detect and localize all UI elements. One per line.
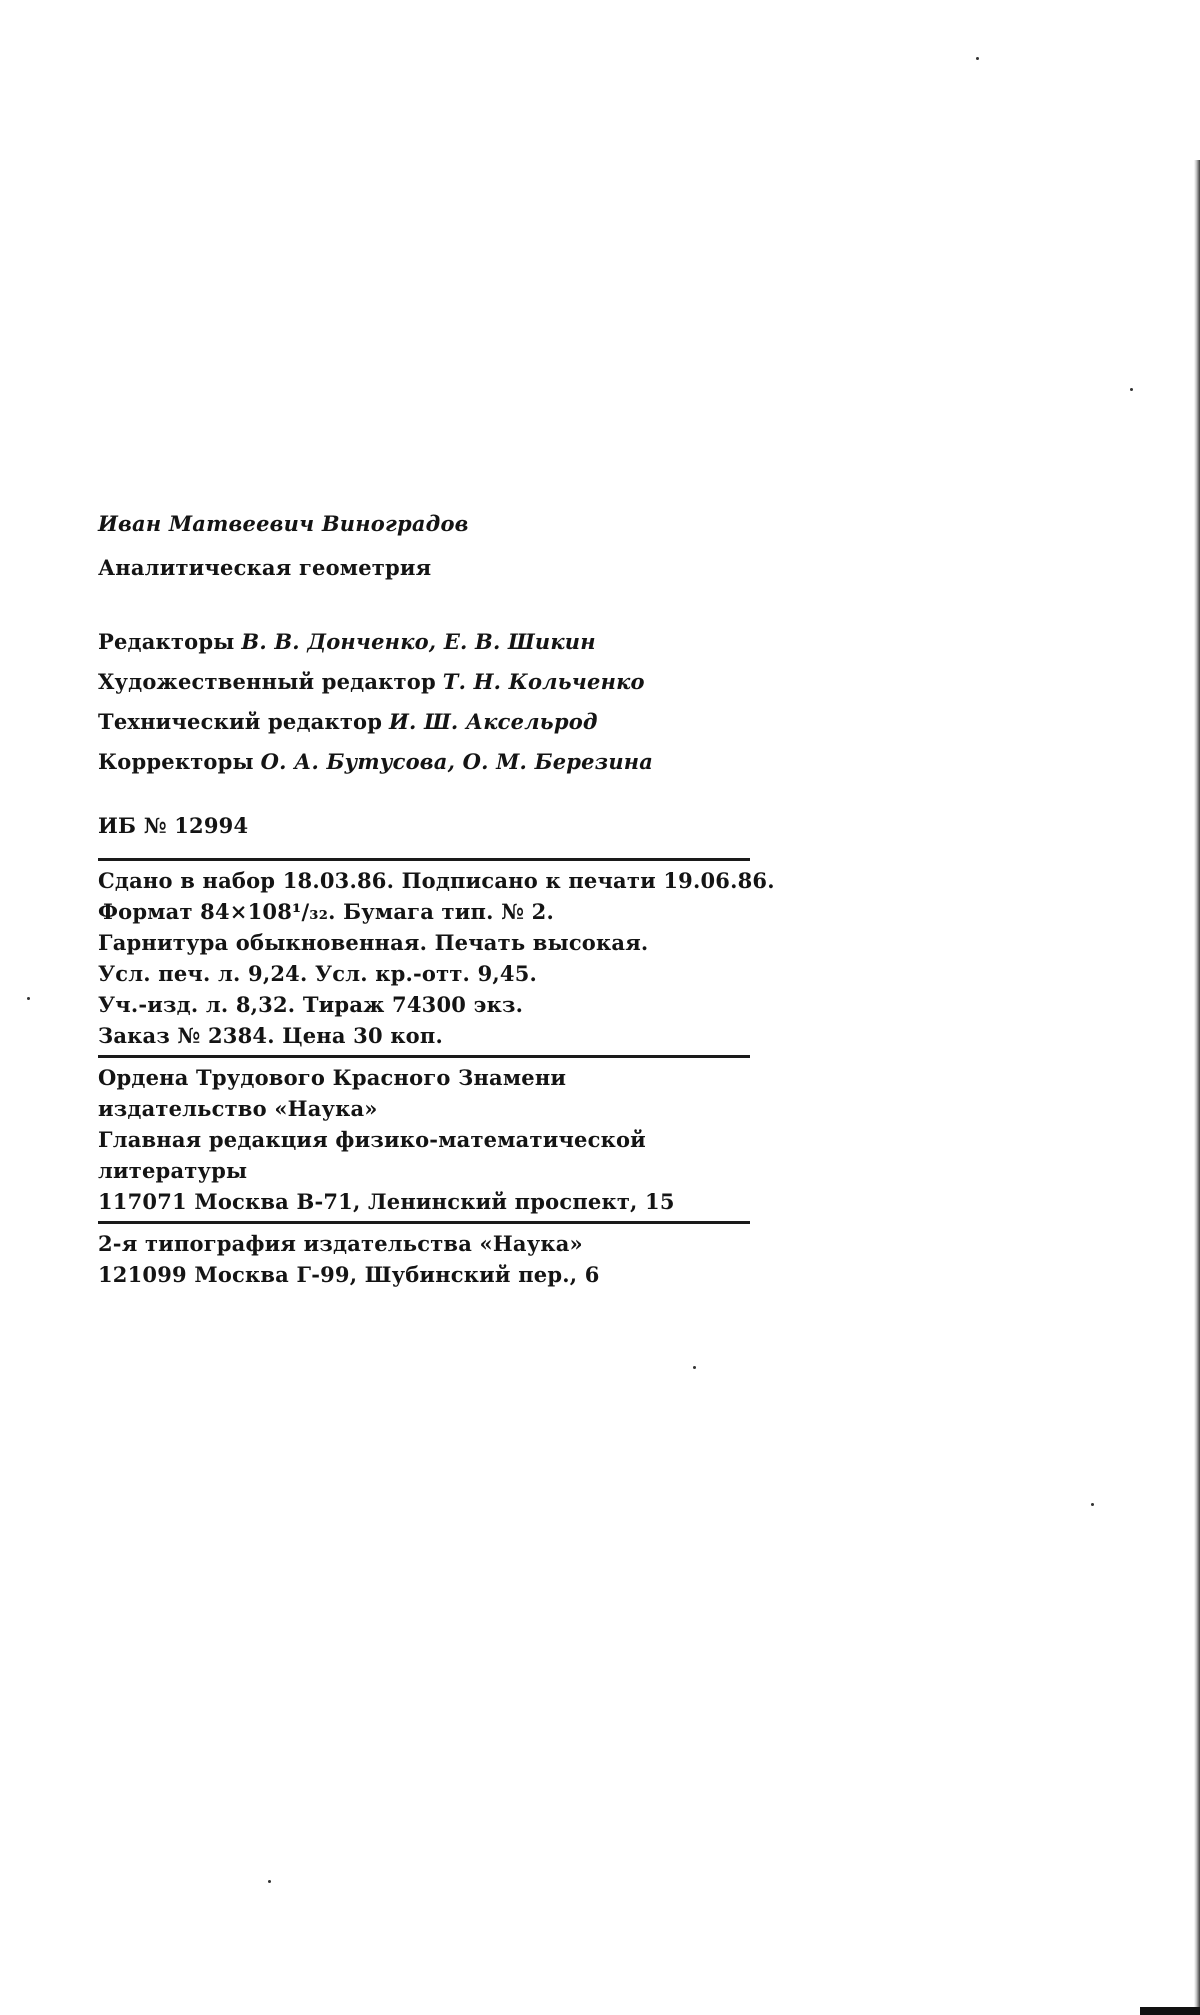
author-name: Иван Матвеевич Виноградов <box>98 511 469 536</box>
staff-names: Т. Н. Кольченко <box>442 669 645 694</box>
staff-line <box>98 702 758 742</box>
spec-line: Уч.-изд. л. 8,32. Тираж 74300 экз. <box>98 992 524 1017</box>
spec-line: Сдано в набор 18.03.86. Подписано к печати 19.06.86. <box>98 868 775 893</box>
spec-line: Формат 84×108¹/₃₂. Бумага тип. № 2. <box>98 899 554 924</box>
publisher-line: Ордена Трудового Красного Знамени <box>98 1065 567 1090</box>
staff-line <box>98 662 758 702</box>
scan-speck <box>693 1366 696 1369</box>
staff-names: О. А. Бутусова, О. М. Березина <box>260 749 654 774</box>
printer-info <box>98 1224 758 1294</box>
spec-line: Заказ № 2384. Цена 30 коп. <box>98 1023 443 1048</box>
scan-edge-artifact <box>1194 160 1200 2015</box>
publisher-info <box>98 1058 758 1221</box>
publisher-line: Главная редакция физико-математической <box>98 1127 646 1152</box>
scan-speck <box>268 1880 271 1883</box>
printer-line: 2-я типография издательства «Наука» <box>98 1231 583 1256</box>
scan-speck <box>976 57 979 60</box>
print-specs <box>98 861 775 1055</box>
scan-speck <box>1091 1503 1094 1506</box>
publisher-line: 117071 Москва В-71, Ленинский проспект, 15 <box>98 1189 675 1214</box>
publisher-line: литературы <box>98 1158 248 1183</box>
printer-line: 121099 Москва Г-99, Шубинский пер., 6 <box>98 1262 600 1287</box>
scan-speck <box>1130 388 1133 391</box>
staff-role: Корректоры <box>98 749 254 774</box>
staff-role: Технический редактор <box>98 709 383 734</box>
editorial-staff <box>98 622 758 782</box>
staff-line <box>98 742 758 782</box>
scan-speck <box>27 997 30 1000</box>
book-title: Аналитическая геометрия <box>98 555 432 580</box>
staff-role: Художественный редактор <box>98 669 436 694</box>
staff-names: В. В. Донченко, Е. В. Шикин <box>241 629 596 654</box>
colophon-block <box>98 510 775 1294</box>
scan-edge-artifact-bottom <box>1140 2007 1200 2015</box>
ib-number: ИБ № 12994 <box>98 813 249 838</box>
staff-role: Редакторы <box>98 629 235 654</box>
staff-names: И. Ш. Аксельрод <box>389 709 598 734</box>
staff-line <box>98 622 758 662</box>
spec-line: Гарнитура обыкновенная. Печать высокая. <box>98 930 649 955</box>
spec-line: Усл. печ. л. 9,24. Усл. кр.-отт. 9,45. <box>98 961 538 986</box>
publisher-line: издательство «Наука» <box>98 1096 378 1121</box>
